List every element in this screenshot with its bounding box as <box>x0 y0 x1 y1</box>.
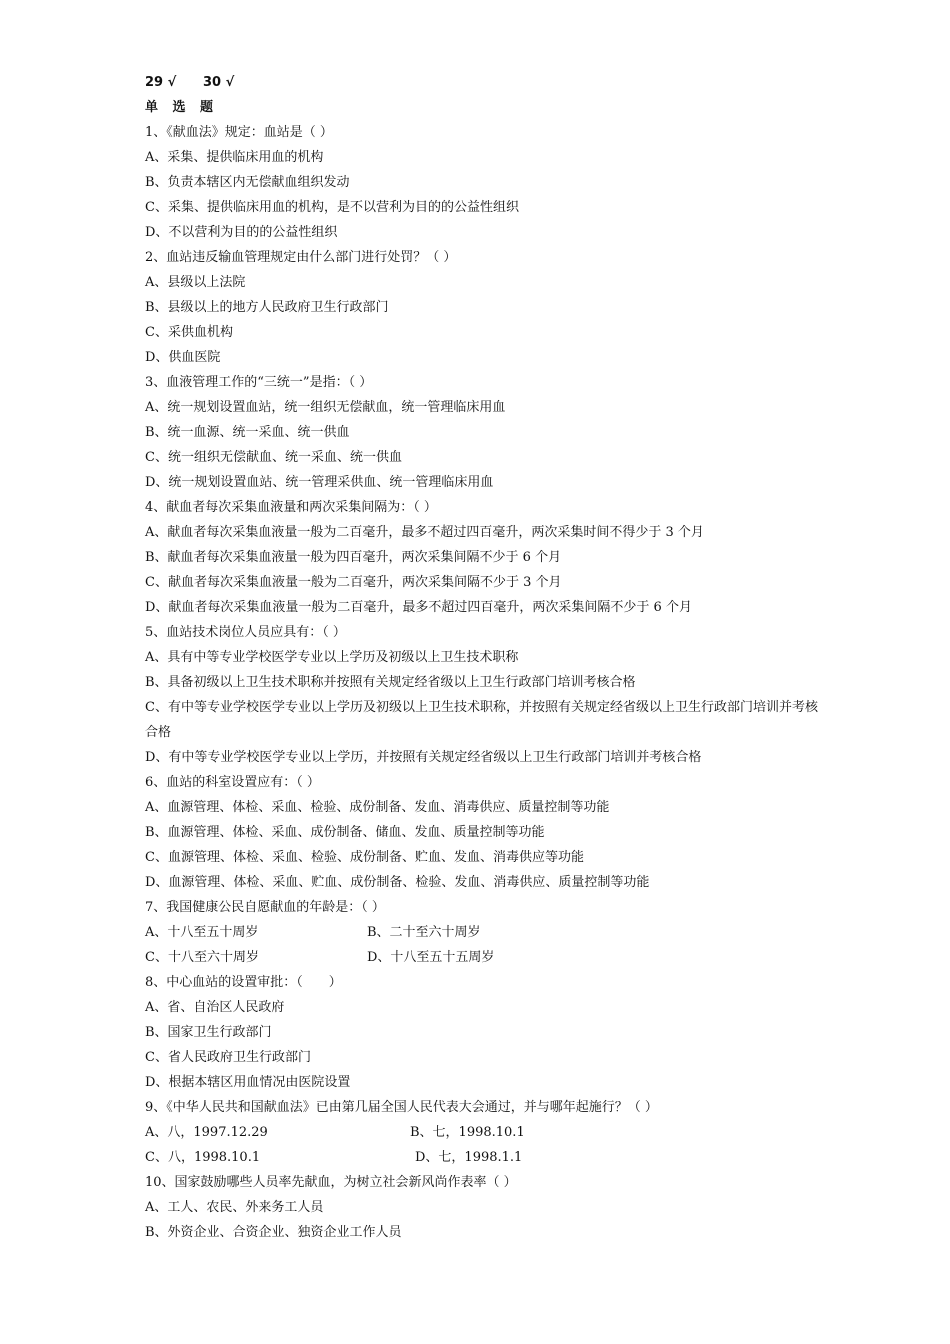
question-6-option-d: D、血源管理、体检、采血、贮血、成份制备、检验、发血、消毒供应、质量控制等功能 <box>145 875 650 890</box>
answer-key-line <box>145 70 825 95</box>
question-9-stem: 9、《中华人民共和国献血法》已由第几届全国人民代表大会通过，并与哪年起施行？（ ） <box>145 1100 658 1115</box>
question-2-option-a: A、县级以上法院 <box>145 275 246 290</box>
question-9-option-c: C、八，1998.10.1 <box>145 1150 261 1165</box>
question-9-options-row-2 <box>145 1145 825 1170</box>
question-7-option-a: A、十八至五十周岁 <box>145 925 259 940</box>
document-content <box>145 70 825 1245</box>
question-6-option-b: B、血源管理、体检、采血、成份制备、储血、发血、质量控制等功能 <box>145 825 545 840</box>
question-4-option-b: B、献血者每次采集血液量一般为四百毫升，两次采集间隔不少于 6 个月 <box>145 550 562 565</box>
question-6-stem: 6、血站的科室设置应有：（ ） <box>145 775 320 790</box>
question-1-option-d: D、不以营利为目的的公益性组织 <box>145 225 338 240</box>
question-3-option-d: D、统一规划设置血站、统一管理采供血、统一管理临床用血 <box>145 475 494 490</box>
question-3-option-c: C、统一组织无偿献血、统一采血、统一供血 <box>145 450 402 465</box>
question-8-option-b: B、国家卫生行政部门 <box>145 1025 272 1040</box>
question-5-option-b: B、具备初级以上卫生技术职称并按照有关规定经省级以上卫生行政部门培训考核合格 <box>145 675 636 690</box>
section-title: 单 选 题 <box>145 100 219 115</box>
answer-29: 29 √ <box>145 75 177 90</box>
question-7-option-d: D、十八至五十五周岁 <box>367 950 495 965</box>
answer-30: 30 √ <box>203 75 235 90</box>
question-10-stem: 10、国家鼓励哪些人员率先献血，为树立社会新风尚作表率（ ） <box>145 1175 517 1190</box>
question-5-stem: 5、血站技术岗位人员应具有：（ ） <box>145 625 346 640</box>
question-4-stem: 4、献血者每次采集血液量和两次采集间隔为：（ ） <box>145 500 437 515</box>
question-1-stem: 1、《献血法》规定：血站是（ ） <box>145 125 333 140</box>
question-4-option-a: A、献血者每次采集血液量一般为二百毫升，最多不超过四百毫升，两次采集时间不得少于 3 个月 <box>145 525 704 540</box>
question-9-option-d: D、七，1998.1.1 <box>415 1150 523 1165</box>
question-3-option-b: B、统一血源、统一采血、统一供血 <box>145 425 350 440</box>
question-10-option-b: B、外资企业、合资企业、独资企业工作人员 <box>145 1225 402 1240</box>
question-2-option-c: C、采供血机构 <box>145 325 233 340</box>
question-8-option-c: C、省人民政府卫生行政部门 <box>145 1050 311 1065</box>
question-8-stem: 8、中心血站的设置审批：（ ） <box>145 975 342 990</box>
question-4-option-d: D、献血者每次采集血液量一般为二百毫升，最多不超过四百毫升，两次采集间隔不少于 6 个月 <box>145 600 692 615</box>
question-1-option-c: C、采集、提供临床用血的机构，是不以营利为目的的公益性组织 <box>145 200 519 215</box>
question-3-option-a: A、统一规划设置血站，统一组织无偿献血，统一管理临床用血 <box>145 400 506 415</box>
question-8-option-a: A、省、自治区人民政府 <box>145 1000 285 1015</box>
question-6-option-a: A、血源管理、体检、采血、检验、成份制备、发血、消毒供应、质量控制等功能 <box>145 800 610 815</box>
question-7-option-c: C、十八至六十周岁 <box>145 950 259 965</box>
question-9-option-a: A、八，1997.12.29 <box>145 1125 268 1140</box>
question-1-option-a: A、采集、提供临床用血的机构 <box>145 150 324 165</box>
question-7-options-row-2 <box>145 945 825 970</box>
question-5-option-d: D、有中等专业学校医学专业以上学历，并按照有关规定经省级以上卫生行政部门培训并考核合格 <box>145 750 702 765</box>
question-8-option-d: D、根据本辖区用血情况由医院设置 <box>145 1075 351 1090</box>
question-5-option-c: C、有中等专业学校医学专业以上学历及初级以上卫生技术职称，并按照有关规定经省级以上卫生行政部门培训并考核合格 <box>145 700 818 740</box>
question-2-option-d: D、供血医院 <box>145 350 221 365</box>
question-4-option-c: C、献血者每次采集血液量一般为二百毫升，两次采集间隔不少于 3 个月 <box>145 575 562 590</box>
question-7-options-row-1 <box>145 920 825 945</box>
question-9-options-row-1 <box>145 1120 825 1145</box>
question-9-option-b: B、七，1998.10.1 <box>410 1125 525 1140</box>
question-7-stem: 7、我国健康公民自愿献血的年龄是：（ ） <box>145 900 385 915</box>
question-7-option-b: B、二十至六十周岁 <box>367 925 481 940</box>
question-1-option-b: B、负责本辖区内无偿献血组织发动 <box>145 175 350 190</box>
question-5-option-a: A、具有中等专业学校医学专业以上学历及初级以上卫生技术职称 <box>145 650 519 665</box>
question-6-option-c: C、血源管理、体检、采血、检验、成份制备、贮血、发血、消毒供应等功能 <box>145 850 584 865</box>
question-2-stem: 2、血站违反输血管理规定由什么部门进行处罚？（ ） <box>145 250 457 265</box>
question-3-stem: 3、血液管理工作的“三统一”是指：（ ） <box>145 375 373 390</box>
question-10-option-a: A、工人、农民、外来务工人员 <box>145 1200 324 1215</box>
question-2-option-b: B、县级以上的地方人民政府卫生行政部门 <box>145 300 389 315</box>
